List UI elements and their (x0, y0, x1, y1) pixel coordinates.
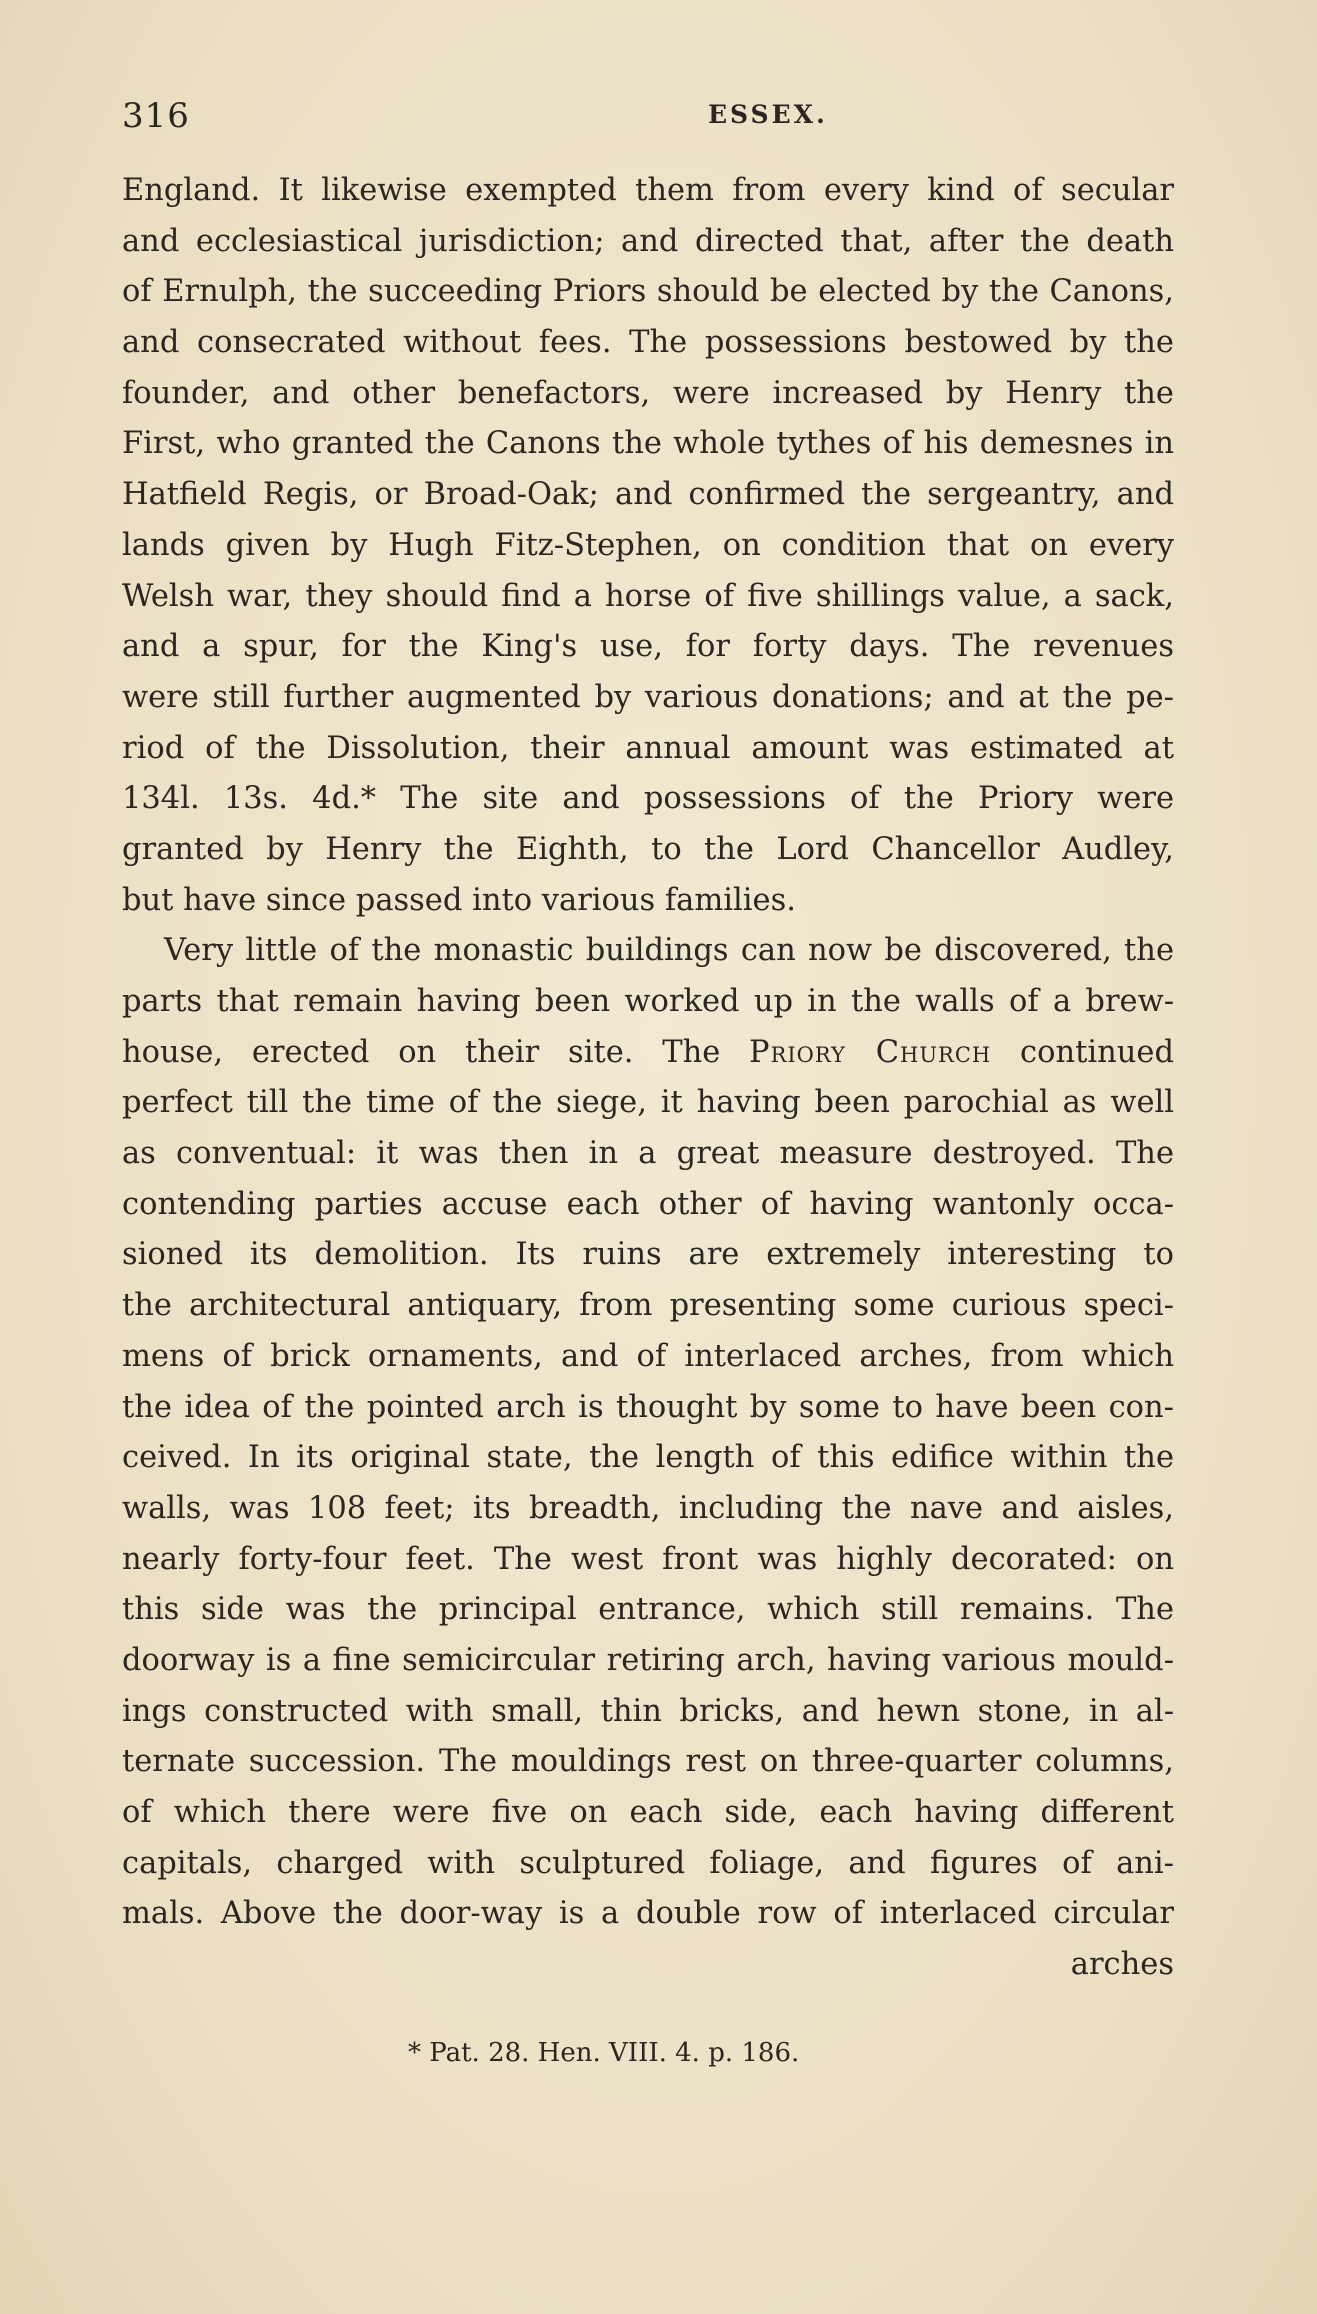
text-line: of which there were five on each side, each having different (122, 1795, 1174, 1830)
catchword: arches (1070, 1947, 1174, 1983)
text-line: but have since passed into various families. (122, 882, 796, 918)
text-line: Very little of the monastic buildings can now be discovered, the (164, 933, 1174, 969)
text-line: as conventual: it was then in a great measure destroyed. The (122, 1136, 1174, 1172)
text-line: mens of brick ornaments, and of interlaced arches, from which (122, 1338, 1174, 1374)
text-line: nearly forty-four feet. The west front was highly decorated: on (122, 1541, 1174, 1577)
text-line: lands given by Hugh Fitz-Stephen, on condition that on every (122, 527, 1174, 563)
text-line: ceived. In its original state, the length of this edifice within the (122, 1440, 1174, 1476)
body-text (122, 166, 1174, 1991)
text-line: ings constructed with small, thin bricks, and hewn stone, in al- (122, 1693, 1174, 1729)
text-line: house, erected on their site. The Priory Church continued (122, 1034, 1174, 1070)
text-line: the architectural antiquary, from presenting some curious speci- (122, 1288, 1174, 1324)
text-line: perfect till the time of the siege, it having been parochial as well (122, 1085, 1174, 1121)
text-line: England. It likewise exempted them from every kind of secular (122, 173, 1174, 208)
page-number: 316 (122, 96, 190, 136)
text-line: were still further augmented by various donations; and at the pe- (122, 679, 1174, 715)
text-line: First, who granted the Canons the whole tythes of his demesnes in (122, 426, 1174, 462)
text-line: granted by Henry the Eighth, to the Lord Chancellor Audley, (122, 831, 1174, 867)
text-line: parts that remain having been worked up in the walls of a brew- (122, 984, 1174, 1019)
page-header (122, 96, 1182, 136)
text-line: Hatfield Regis, or Broad-Oak; and confirmed the sergeantry, and (122, 477, 1174, 513)
text-line: founder, and other benefactors, were increased by Henry the (122, 375, 1174, 411)
text-line: and a spur, for the King's use, for forty days. The revenues (122, 629, 1174, 665)
running-head: ESSEX. (708, 100, 828, 129)
text-line: mals. Above the door-way is a double row of interlaced circular (122, 1896, 1174, 1932)
text-line: capitals, charged with sculptured foliage, and figures of ani- (122, 1845, 1174, 1881)
text-line: 134l. 13s. 4d.* The site and possessions of the Priory were (122, 781, 1174, 817)
text-line: riod of the Dissolution, their annual amount was estimated at (122, 730, 1174, 766)
text-line: the idea of the pointed arch is thought by some to have been con- (122, 1389, 1174, 1425)
text-line: walls, was 108 feet; its breadth, including the nave and aisles, (122, 1490, 1174, 1526)
text-line: doorway is a fine semicircular retiring arch, having various mould- (122, 1642, 1174, 1678)
text-line: this side was the principal entrance, which still remains. The (122, 1592, 1174, 1628)
priory-church-heading: Priory Church (749, 1034, 992, 1070)
text-line: and ecclesiastical jurisdiction; and directed that, after the death (122, 223, 1174, 259)
text-line: of Ernulph, the succeeding Priors should be elected by the Canons, (122, 274, 1174, 310)
text-line: sioned its demolition. Its ruins are extremely interesting to (122, 1237, 1174, 1273)
text-line: ternate succession. The mouldings rest on three-quarter columns, (122, 1744, 1174, 1780)
text-line: and consecrated without fees. The possessions bestowed by the (122, 325, 1174, 361)
footnote: * Pat. 28. Hen. VIII. 4. p. 186. (408, 2038, 800, 2068)
text-line: contending parties accuse each other of having wantonly occa- (122, 1186, 1174, 1222)
text-line: Welsh war, they should find a horse of five shillings value, a sack, (122, 578, 1174, 614)
